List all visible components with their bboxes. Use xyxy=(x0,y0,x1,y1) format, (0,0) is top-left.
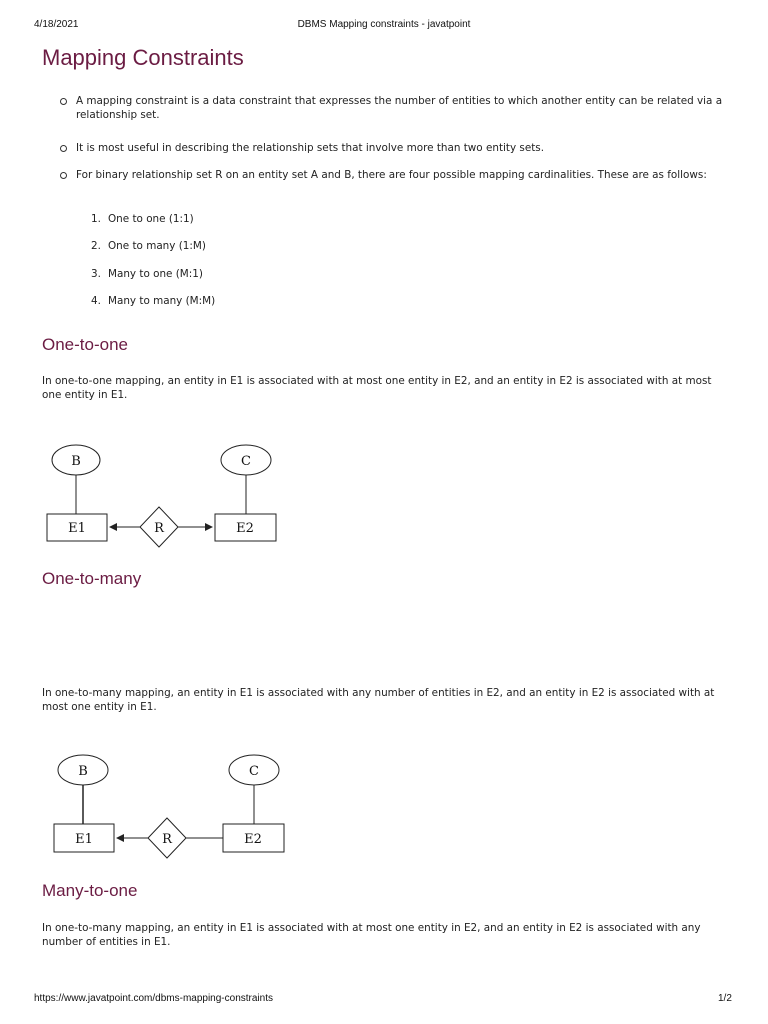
print-footer-url: https://www.javatpoint.com/dbms-mapping-constraints xyxy=(34,993,273,1004)
bullet-icon xyxy=(60,98,67,105)
section-text: In one-to-one mapping, an entity in E1 is associated with at most one entity in E2, and an entity in E2 is associated with at most one entity in E1. xyxy=(42,375,712,401)
print-title: DBMS Mapping constraints - javatpoint xyxy=(297,19,471,30)
cardinality-item: One to one (1:1) xyxy=(108,213,194,225)
list-number: 2. xyxy=(91,240,101,252)
attribute-label: B xyxy=(78,764,88,779)
page-title: Mapping Constraints xyxy=(42,45,244,70)
section-heading: Many-to-one xyxy=(42,881,138,900)
one-to-many-diagram xyxy=(48,748,298,864)
entity-label: E2 xyxy=(236,521,254,536)
bullet-icon xyxy=(60,145,67,152)
attribute-label: C xyxy=(249,764,259,779)
cardinality-item: One to many (1:M) xyxy=(108,240,206,252)
print-page-number: 1/2 xyxy=(718,993,732,1004)
section-heading: One-to-many xyxy=(42,569,142,588)
relationship-label: R xyxy=(162,832,172,847)
intro-bullet-1: A mapping constraint is a data constraint that expresses the number of entities to which another entity can be related via a relationship set. xyxy=(76,95,723,121)
intro-bullet-2: It is most useful in describing the relationship sets that involve more than two entity sets. xyxy=(76,142,545,154)
one-to-one-diagram xyxy=(40,436,290,552)
bullet-icon xyxy=(60,172,67,179)
list-number: 3. xyxy=(91,268,101,280)
entity-label: E2 xyxy=(244,832,262,847)
section-text: In one-to-many mapping, an entity in E1 is associated with at most one entity in E2, and an entity in E2 is associated with any number of entities in E1. xyxy=(42,922,701,948)
section-heading: One-to-one xyxy=(42,335,128,354)
cardinality-item: Many to many (M:M) xyxy=(108,295,216,307)
relationship-label: R xyxy=(154,521,164,536)
attribute-label: B xyxy=(71,454,81,469)
entity-label: E1 xyxy=(68,521,86,536)
cardinality-item: Many to one (M:1) xyxy=(108,268,203,280)
section-text: In one-to-many mapping, an entity in E1 is associated with any number of entities in E2, and an entity in E2 is associated with at most one entity in E1. xyxy=(42,687,715,713)
list-number: 1. xyxy=(91,213,101,225)
list-number: 4. xyxy=(91,295,101,307)
attribute-label: C xyxy=(241,454,251,469)
intro-bullet-3: For binary relationship set R on an entity set A and B, there are four possible mapping cardinalities. These are as follows: xyxy=(76,169,707,181)
entity-label: E1 xyxy=(75,832,93,847)
print-date: 4/18/2021 xyxy=(34,19,79,30)
